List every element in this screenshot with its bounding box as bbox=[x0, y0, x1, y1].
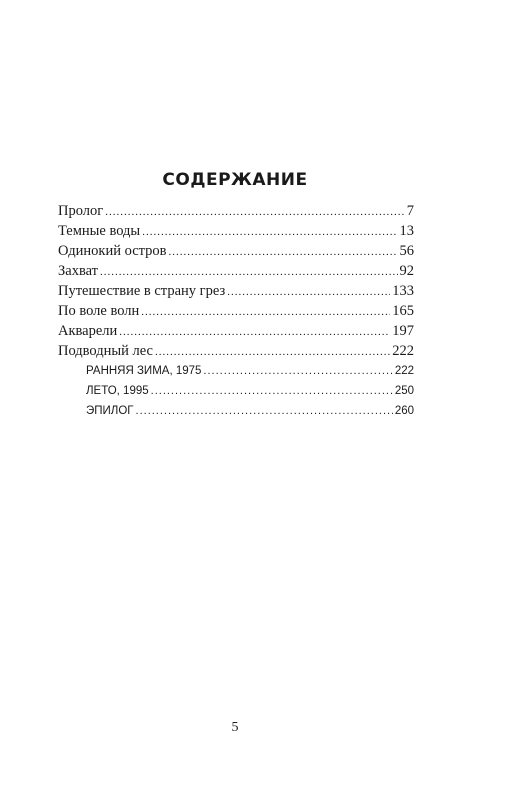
toc-leader-dots bbox=[136, 401, 393, 421]
toc-entry-label: Подводный лес bbox=[58, 343, 153, 359]
toc-entry-label: РАННЯЯ ЗИМА, 1975 bbox=[86, 365, 202, 377]
toc-entry-waves bbox=[58, 301, 414, 321]
toc-leader-dots bbox=[119, 322, 390, 342]
toc-entry-label: Захват bbox=[58, 263, 99, 279]
toc-entry-label: Путешествие в страну грез bbox=[58, 283, 226, 299]
toc-entry-label: Темные воды bbox=[58, 223, 141, 239]
toc-entry-watercolors bbox=[58, 321, 414, 341]
toc-entry-page: 250 bbox=[394, 385, 414, 397]
toc-entry-prologue bbox=[58, 201, 414, 221]
toc-leader-dots bbox=[105, 202, 405, 222]
toc-entry-label: Одинокий остров bbox=[58, 243, 167, 259]
toc-title: СОДЕРЖАНИЕ bbox=[162, 170, 308, 190]
toc-entry-capture bbox=[58, 261, 414, 281]
toc-leader-dots bbox=[142, 222, 397, 242]
toc-list bbox=[58, 201, 414, 421]
toc-entry-label: ЭПИЛОГ bbox=[86, 405, 134, 417]
toc-leader-dots bbox=[141, 302, 390, 322]
toc-entry-page: 165 bbox=[392, 303, 414, 319]
toc-entry-label: Пролог bbox=[58, 203, 104, 219]
toc-entry-label: Акварели bbox=[58, 323, 118, 339]
toc-entry-label: ЛЕТО, 1995 bbox=[86, 385, 149, 397]
toc-leader-dots bbox=[155, 342, 390, 362]
toc-entry-page: 197 bbox=[392, 323, 414, 339]
toc-entry-page: 133 bbox=[392, 283, 414, 299]
toc-entry-dark-waters bbox=[58, 221, 414, 241]
toc-entry-page: 7 bbox=[406, 203, 414, 219]
toc-entry-page: 92 bbox=[399, 263, 414, 279]
page-number: 5 bbox=[231, 720, 239, 735]
toc-entry-page: 222 bbox=[394, 365, 414, 377]
toc-leader-dots bbox=[151, 381, 393, 401]
toc-subentry-epilogue bbox=[86, 401, 414, 421]
toc-entry-journey bbox=[58, 281, 414, 301]
toc-entry-page: 13 bbox=[399, 223, 414, 239]
toc-leader-dots bbox=[169, 242, 398, 262]
toc-leader-dots bbox=[203, 361, 392, 381]
toc-entry-underwater-forest bbox=[58, 341, 414, 361]
toc-entry-page: 56 bbox=[399, 243, 414, 259]
toc-subentry-early-winter bbox=[86, 361, 414, 381]
toc-entry-label: По воле волн bbox=[58, 303, 140, 319]
toc-entry-page: 222 bbox=[392, 343, 414, 359]
toc-entry-lonely-island bbox=[58, 241, 414, 261]
toc-leader-dots bbox=[100, 262, 397, 282]
toc-entry-page: 260 bbox=[394, 405, 414, 417]
toc-leader-dots bbox=[227, 282, 390, 302]
toc-subentry-summer bbox=[86, 381, 414, 401]
